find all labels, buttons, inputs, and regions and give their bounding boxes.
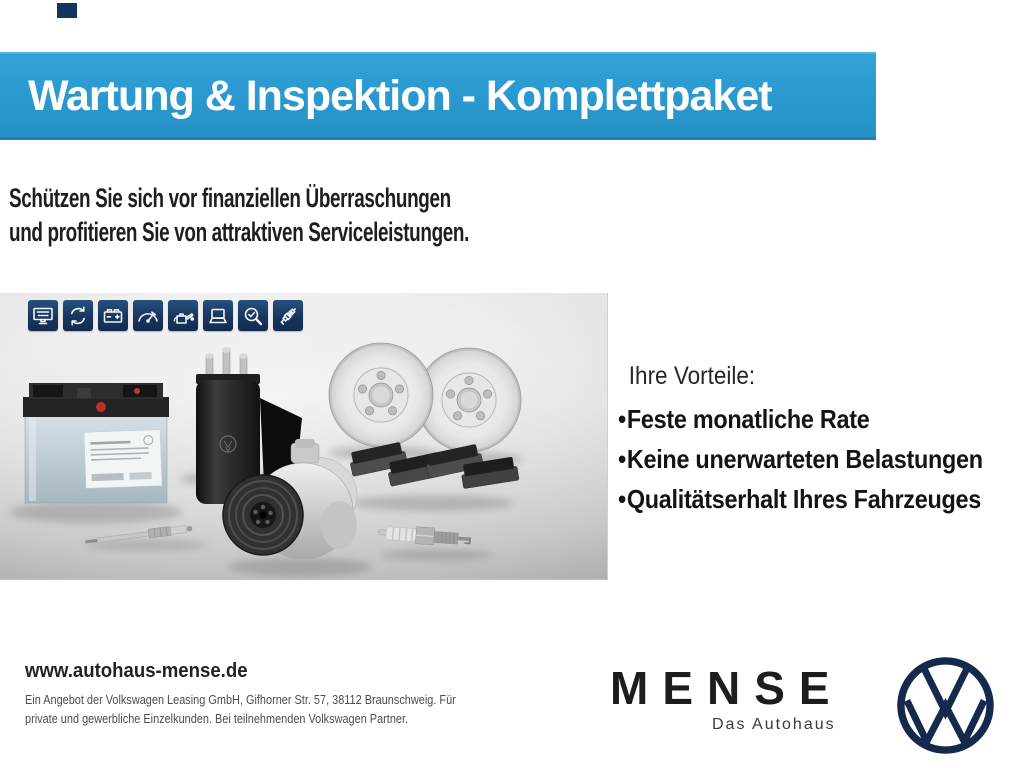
dealer-tagline: Das Autohaus: [712, 716, 836, 733]
benefit-item: [618, 479, 1014, 519]
benefit-item: [618, 439, 1014, 479]
brake-disc-left: [329, 343, 433, 447]
windshield-wiper-icon: [133, 300, 163, 331]
intro-line-1: Schützen Sie sich vor finanziellen Überraschungen: [9, 183, 451, 213]
car-parts-illustration: [0, 293, 608, 580]
benefits: [618, 362, 1014, 519]
spark-plug: [378, 524, 471, 547]
bullet: •: [618, 404, 626, 434]
parts-photo: [0, 293, 608, 580]
banner: [0, 52, 876, 140]
car-battery: [23, 383, 169, 503]
oil-service-icon: [168, 300, 198, 331]
parts-exchange-icon: [63, 300, 93, 331]
battery-icon: [98, 300, 128, 331]
corner-mark: [57, 3, 77, 18]
banner-title: Wartung & Inspektion - Komplettpaket: [28, 72, 772, 120]
service-icon-row: [28, 300, 303, 331]
benefit-label: Keine unerwarteten Belastungen: [626, 444, 983, 474]
benefit-item: [618, 399, 1014, 439]
spark-plug-icon: [273, 300, 303, 331]
brake-pads: [348, 441, 519, 488]
bullet: •: [618, 444, 626, 474]
dealer-name: MENSE: [610, 662, 844, 714]
diagnosis-laptop-icon: [203, 300, 233, 331]
legal-line-2: private und gewerbliche Einzelkunden. Bei teilnehmenden Volkswagen Partner.: [25, 711, 409, 726]
benefit-label: Feste monatliche Rate: [626, 404, 870, 434]
website-link[interactable]: www.autohaus-mense.de: [25, 660, 248, 682]
legal-line-1: Ein Angebot der Volkswagen Leasing GmbH, Gifhorner Str. 57, 38112 Braunschweig. Für: [25, 692, 456, 707]
service-interval-display-icon: [28, 300, 58, 331]
benefit-label: Qualitätserhalt Ihres Fahrzeuges: [626, 484, 982, 514]
dealer-logo: [610, 662, 844, 733]
intro-text: [9, 181, 469, 249]
bullet: •: [618, 484, 626, 514]
legal-text: [25, 690, 456, 728]
vw-logo: [896, 656, 995, 755]
benefits-heading: Ihre Vorteile:: [628, 362, 756, 390]
intro-line-2: und profitieren Sie von attraktiven Serviceleistungen.: [9, 217, 470, 247]
inspection-check-icon: [238, 300, 268, 331]
